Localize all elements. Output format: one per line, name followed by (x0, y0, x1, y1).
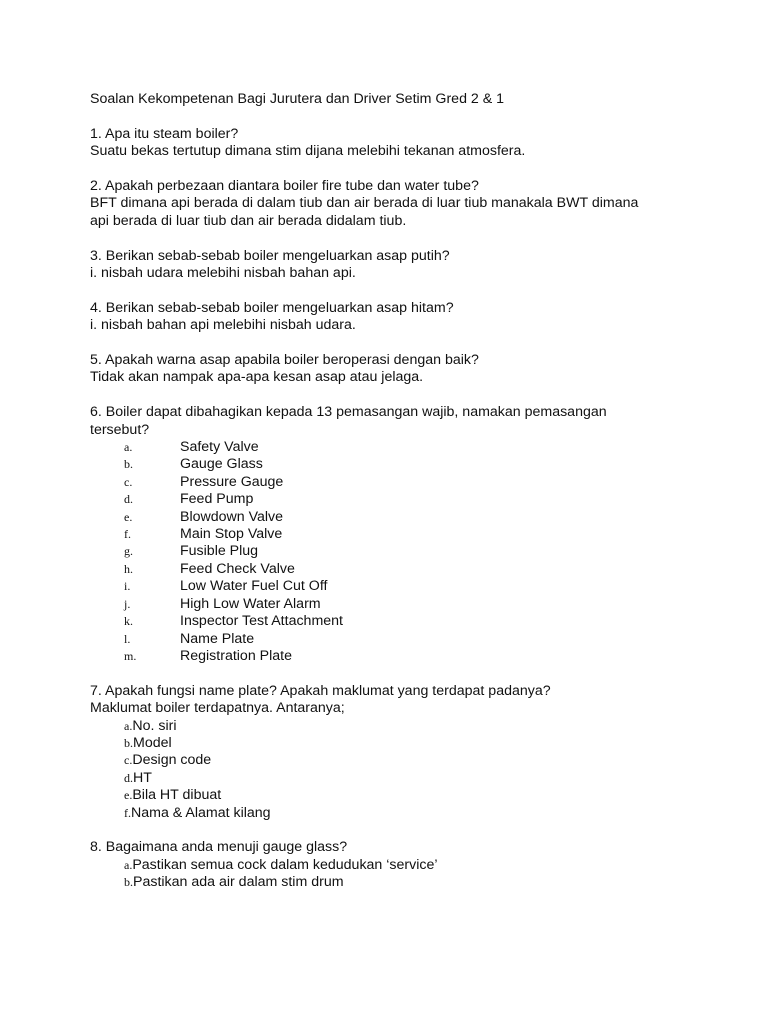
question-text: 6. Boiler dapat dibahagikan kepada 13 pemasangan wajib, namakan pemasangan (90, 404, 607, 421)
answer-text: i. nisbah udara melebihi nisbah bahan api. (90, 265, 356, 282)
list-item (90, 874, 690, 891)
list-marker: j. (124, 596, 131, 611)
list-item-text: Inspector Test Attachment (180, 613, 343, 630)
question-7 (90, 683, 690, 822)
list-marker: c. (124, 474, 133, 489)
list-marker: l. (124, 631, 131, 646)
list-item (90, 805, 690, 822)
list-item-text: Pastikan ada air dalam stim drum (133, 874, 344, 891)
answer-text: api berada di luar tiub dan air berada didalam tiub. (90, 212, 407, 229)
list-item-text: Feed Pump (180, 491, 254, 508)
list-item-text: Fusible Plug (180, 543, 259, 560)
list-item (90, 491, 690, 508)
list-item (90, 648, 690, 665)
question-text: 5. Apakah warna asap apabila boiler beroperasi dengan baik? (90, 352, 479, 369)
answer-text: Suatu bekas tertutup dimana stim dijana melebihi tekanan atmosfera. (90, 143, 526, 160)
list-marker: a. (124, 857, 133, 872)
list-marker: a. (124, 440, 133, 455)
list-item-text: High Low Water Alarm (180, 595, 321, 612)
list-marker: m. (124, 648, 137, 663)
question-8 (90, 839, 690, 891)
list-item-text: Pastikan semua cock dalam kedudukan ‘service’ (132, 856, 438, 873)
list-marker: f. (124, 527, 131, 542)
list-item-text: Low Water Fuel Cut Off (180, 578, 328, 595)
list-item-text: Pressure Gauge (180, 473, 284, 490)
question-text: 2. Apakah perbezaan diantara boiler fire tube dan water tube? (90, 178, 479, 194)
question-4 (90, 300, 690, 335)
list-marker: b. (124, 735, 133, 750)
list-marker: f. (124, 805, 131, 820)
list-item-text: Safety Valve (180, 439, 259, 456)
list-item-text: Blowdown Valve (180, 508, 284, 525)
question-text: 7. Apakah fungsi name plate? Apakah maklumat yang terdapat padanya? (90, 682, 551, 699)
list-item (90, 770, 690, 787)
list-item (90, 543, 690, 560)
list-item-text: No. siri (132, 717, 177, 734)
answer-text: i. nisbah bahan api melebihi nisbah udara. (90, 317, 356, 334)
list-marker: e. (124, 788, 133, 803)
fittings-list (90, 439, 690, 665)
list-item-text: HT (133, 769, 152, 786)
answer-text: Tidak akan nampak apa-apa kesan asap atau jelaga. (90, 369, 424, 386)
answer-text: BFT dimana api berada di dalam tiub dan air berada di luar tiub manakala BWT dimana (90, 195, 639, 212)
list-item (90, 857, 690, 874)
document-title: Soalan Kekompetenan Bagi Jurutera dan Driver Setim Gred 2 & 1 (90, 91, 505, 107)
list-marker: b. (124, 457, 133, 472)
list-marker: g. (124, 544, 133, 559)
list-item (90, 613, 690, 630)
list-item (90, 456, 690, 473)
list-item (90, 526, 690, 543)
list-item-text: Name Plate (180, 630, 255, 647)
list-item-text: Registration Plate (180, 647, 292, 664)
list-item (90, 561, 690, 578)
list-marker: e. (124, 509, 133, 524)
list-item-text: Nama & Alamat kilang (131, 804, 271, 821)
list-item-text: Feed Check Valve (180, 560, 295, 577)
name-plate-list (90, 718, 690, 822)
list-marker: d. (124, 492, 133, 507)
list-item-text: Design code (132, 752, 212, 769)
list-item (90, 596, 690, 613)
list-marker: i. (124, 579, 131, 594)
question-text: 3. Berikan sebab-sebab boiler mengeluarkan asap putih? (90, 247, 450, 264)
list-item (90, 718, 690, 735)
list-item (90, 509, 690, 526)
list-item (90, 735, 690, 752)
document-page (90, 91, 690, 892)
list-marker: a. (124, 718, 133, 733)
list-item-text: Model (133, 734, 172, 751)
list-marker: d. (124, 770, 133, 785)
list-item (90, 439, 690, 456)
list-item (90, 787, 690, 804)
question-2 (90, 178, 690, 230)
list-marker: k. (124, 614, 133, 629)
list-item (90, 578, 690, 595)
question-text: 4. Berikan sebab-sebab boiler mengeluarkan asap hitam? (90, 299, 454, 316)
question-text: 8. Bagaimana anda menuji gauge glass? (90, 839, 348, 856)
question-6 (90, 404, 690, 665)
gauge-glass-steps-list (90, 857, 690, 892)
list-item (90, 752, 690, 769)
question-1 (90, 126, 690, 161)
list-item-text: Bila HT dibuat (132, 787, 222, 804)
list-marker: c. (124, 753, 133, 768)
list-item-text: Main Stop Valve (180, 526, 283, 543)
question-text: tersebut? (90, 421, 150, 438)
answer-text: Maklumat boiler terdapatnya. Antaranya; (90, 700, 345, 717)
list-marker: h. (124, 561, 133, 576)
question-5 (90, 352, 690, 387)
list-item-text: Gauge Glass (180, 456, 263, 473)
question-text: 1. Apa itu steam boiler? (90, 125, 239, 142)
list-item (90, 474, 690, 491)
list-marker: b. (124, 875, 133, 890)
question-3 (90, 248, 690, 283)
list-item (90, 631, 690, 648)
